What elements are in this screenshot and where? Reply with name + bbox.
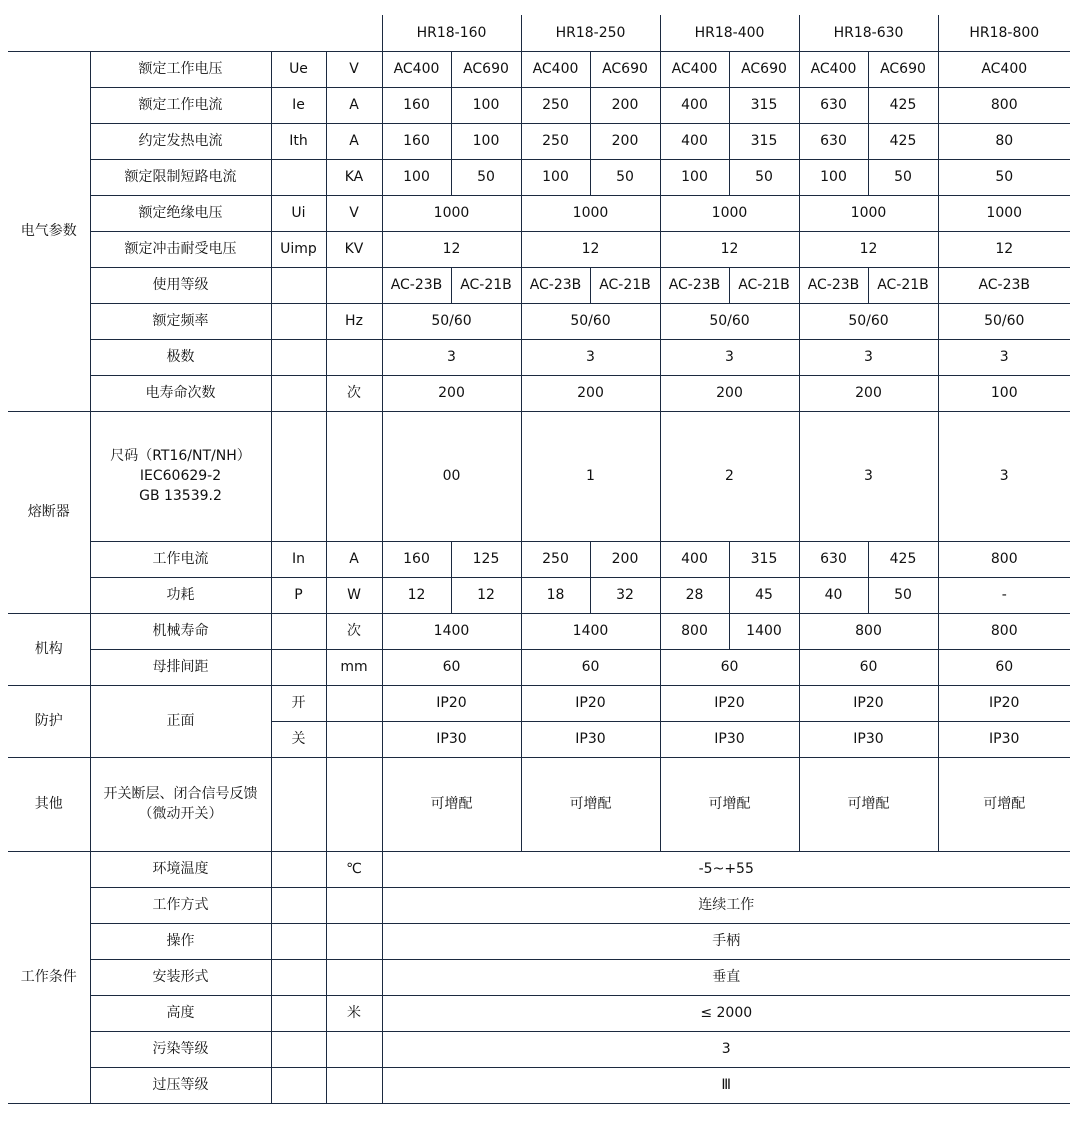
- row-label: 电寿命次数: [90, 375, 271, 411]
- value-cell: 200: [799, 375, 938, 411]
- value-cell: 250: [521, 123, 590, 159]
- model-header: HR18-250: [521, 15, 660, 51]
- value-cell: 50: [868, 577, 938, 613]
- row-unit: 次: [326, 613, 382, 649]
- row-symbol: [271, 923, 326, 959]
- table-row: [8, 887, 1070, 923]
- value-cell: 630: [799, 87, 868, 123]
- value-cell: IP30: [799, 721, 938, 757]
- value-cell: 60: [521, 649, 660, 685]
- value-cell: 50: [729, 159, 799, 195]
- value-cell: 12: [382, 231, 521, 267]
- row-unit: [326, 411, 382, 541]
- value-cell: AC-23B: [938, 267, 1070, 303]
- row-symbol: [271, 959, 326, 995]
- row-symbol: Uimp: [271, 231, 326, 267]
- value-cell: AC-21B: [729, 267, 799, 303]
- value-cell: AC400: [938, 51, 1070, 87]
- value-cell: 可增配: [521, 757, 660, 851]
- value-cell: 425: [868, 87, 938, 123]
- value-cell: 800: [660, 613, 729, 649]
- value-cell: 400: [660, 123, 729, 159]
- row-label: 极数: [90, 339, 271, 375]
- row-symbol: [271, 339, 326, 375]
- row-symbol: [271, 1067, 326, 1103]
- row-symbol: Ie: [271, 87, 326, 123]
- table-row: [8, 1031, 1070, 1067]
- value-cell: IP20: [521, 685, 660, 721]
- row-label: 额定频率: [90, 303, 271, 339]
- value-cell: 1000: [938, 195, 1070, 231]
- value-cell: AC400: [799, 51, 868, 87]
- table-row: [8, 123, 1070, 159]
- value-cell: 连续工作: [382, 887, 1070, 923]
- value-cell: 3: [938, 411, 1070, 541]
- value-cell: 12: [382, 577, 451, 613]
- row-unit: [326, 685, 382, 721]
- value-cell: 1400: [521, 613, 660, 649]
- value-cell: -5~+55: [382, 851, 1070, 887]
- value-cell: 50/60: [521, 303, 660, 339]
- row-unit: 米: [326, 995, 382, 1031]
- value-cell: IP20: [382, 685, 521, 721]
- row-symbol: [271, 1031, 326, 1067]
- value-cell: 12: [660, 231, 799, 267]
- header-rule: [8, 51, 1070, 52]
- value-cell: 3: [382, 339, 521, 375]
- value-cell: 100: [799, 159, 868, 195]
- value-cell: 1000: [382, 195, 521, 231]
- model-header: HR18-800: [938, 15, 1070, 51]
- value-cell: AC690: [590, 51, 660, 87]
- table-row: [8, 87, 1070, 123]
- value-cell: 200: [590, 541, 660, 577]
- group-title: 防护: [8, 685, 90, 757]
- row-unit: KA: [326, 159, 382, 195]
- value-cell: 50: [590, 159, 660, 195]
- row-label: 功耗: [90, 577, 271, 613]
- table-row: [8, 649, 1070, 685]
- value-cell: 32: [590, 577, 660, 613]
- value-cell: AC400: [382, 51, 451, 87]
- row-label: 尺码（RT16/NT/NH） IEC60629-2 GB 13539.2: [90, 411, 271, 541]
- row-symbol: 关: [271, 721, 326, 757]
- table-row: [8, 159, 1070, 195]
- row-label: 开关断层、闭合信号反馈 （微动开关）: [90, 757, 271, 851]
- value-cell: ≤ 2000: [382, 995, 1070, 1031]
- group-title: 工作条件: [8, 851, 90, 1103]
- row-label: 污染等级: [90, 1031, 271, 1067]
- value-cell: 12: [451, 577, 521, 613]
- row-symbol: Ui: [271, 195, 326, 231]
- group-title: 熔断器: [8, 411, 90, 613]
- table-row: [8, 757, 1070, 851]
- row-unit: [326, 757, 382, 851]
- value-cell: 2: [660, 411, 799, 541]
- row-symbol: [271, 375, 326, 411]
- value-cell: 800: [938, 613, 1070, 649]
- table-row: [8, 959, 1070, 995]
- row-symbol: [271, 995, 326, 1031]
- value-cell: 1400: [729, 613, 799, 649]
- value-cell: AC690: [868, 51, 938, 87]
- value-cell: 200: [521, 375, 660, 411]
- model-header: HR18-630: [799, 15, 938, 51]
- table-row: [8, 995, 1070, 1031]
- value-cell: 80: [938, 123, 1070, 159]
- value-cell: 1: [521, 411, 660, 541]
- row-unit: V: [326, 51, 382, 87]
- row-label: 安装形式: [90, 959, 271, 995]
- row-label: 额定冲击耐受电压: [90, 231, 271, 267]
- group-title: 其他: [8, 757, 90, 851]
- value-cell: 3: [938, 339, 1070, 375]
- row-unit: KV: [326, 231, 382, 267]
- row-label: 过压等级: [90, 1067, 271, 1103]
- row-unit: 次: [326, 375, 382, 411]
- value-cell: 200: [590, 87, 660, 123]
- value-cell: 160: [382, 541, 451, 577]
- value-cell: 1000: [660, 195, 799, 231]
- table-row: [8, 375, 1070, 411]
- value-cell: IP30: [660, 721, 799, 757]
- value-cell: 1000: [799, 195, 938, 231]
- table-row: [8, 1067, 1070, 1103]
- row-label: 使用等级: [90, 267, 271, 303]
- value-cell: AC690: [729, 51, 799, 87]
- row-label: 环境温度: [90, 851, 271, 887]
- value-cell: 200: [382, 375, 521, 411]
- value-cell: 400: [660, 541, 729, 577]
- table-row: [8, 541, 1070, 577]
- value-cell: 3: [521, 339, 660, 375]
- row-label: 工作方式: [90, 887, 271, 923]
- row-unit: W: [326, 577, 382, 613]
- value-cell: 100: [451, 87, 521, 123]
- row-label: 约定发热电流: [90, 123, 271, 159]
- model-header: HR18-160: [382, 15, 521, 51]
- value-cell: 630: [799, 123, 868, 159]
- table-row: [8, 613, 1070, 649]
- value-cell: 250: [521, 87, 590, 123]
- value-cell: 800: [938, 87, 1070, 123]
- value-cell: 12: [521, 231, 660, 267]
- row-symbol: [271, 411, 326, 541]
- row-unit: A: [326, 123, 382, 159]
- value-cell: 125: [451, 541, 521, 577]
- row-unit: ℃: [326, 851, 382, 887]
- table-row: [8, 267, 1070, 303]
- row-symbol: [271, 267, 326, 303]
- table-row: [8, 577, 1070, 613]
- row-symbol: Ith: [271, 123, 326, 159]
- value-cell: 12: [938, 231, 1070, 267]
- value-cell: 可增配: [382, 757, 521, 851]
- value-cell: 12: [799, 231, 938, 267]
- value-cell: Ⅲ: [382, 1067, 1070, 1103]
- value-cell: 400: [660, 87, 729, 123]
- row-symbol: [271, 851, 326, 887]
- value-cell: 垂直: [382, 959, 1070, 995]
- table-row: [8, 51, 1070, 87]
- value-cell: IP20: [938, 685, 1070, 721]
- value-cell: 50: [451, 159, 521, 195]
- value-cell: 425: [868, 123, 938, 159]
- value-cell: AC400: [660, 51, 729, 87]
- row-label: 工作电流: [90, 541, 271, 577]
- value-cell: 100: [521, 159, 590, 195]
- table-bottom-rule: [8, 1103, 1070, 1104]
- row-symbol: 开: [271, 685, 326, 721]
- row-unit: mm: [326, 649, 382, 685]
- table-row: [8, 231, 1070, 267]
- spec-table: [8, 15, 1070, 1103]
- row-symbol: [271, 649, 326, 685]
- row-unit: A: [326, 87, 382, 123]
- value-cell: IP30: [382, 721, 521, 757]
- row-symbol: [271, 303, 326, 339]
- table-row: [8, 851, 1070, 887]
- value-cell: AC-21B: [590, 267, 660, 303]
- value-cell: 手柄: [382, 923, 1070, 959]
- row-symbol: [271, 159, 326, 195]
- value-cell: 可增配: [938, 757, 1070, 851]
- value-cell: AC-23B: [382, 267, 451, 303]
- table-row: [8, 685, 1070, 721]
- value-cell: 3: [799, 339, 938, 375]
- value-cell: 1400: [382, 613, 521, 649]
- row-unit: [326, 1031, 382, 1067]
- row-label: 额定绝缘电压: [90, 195, 271, 231]
- table-row: [8, 195, 1070, 231]
- value-cell: IP30: [938, 721, 1070, 757]
- table-row: [8, 923, 1070, 959]
- row-unit: [326, 959, 382, 995]
- value-cell: 可增配: [660, 757, 799, 851]
- value-cell: 50/60: [799, 303, 938, 339]
- value-cell: 50/60: [660, 303, 799, 339]
- row-symbol: Ue: [271, 51, 326, 87]
- row-label: 正面: [90, 685, 271, 757]
- value-cell: AC-21B: [451, 267, 521, 303]
- value-cell: 3: [799, 411, 938, 541]
- value-cell: IP20: [660, 685, 799, 721]
- value-cell: 60: [382, 649, 521, 685]
- value-cell: 3: [660, 339, 799, 375]
- row-unit: A: [326, 541, 382, 577]
- row-symbol: P: [271, 577, 326, 613]
- value-cell: -: [938, 577, 1070, 613]
- row-label: 额定工作电压: [90, 51, 271, 87]
- value-cell: 315: [729, 541, 799, 577]
- value-cell: 50/60: [938, 303, 1070, 339]
- table-row: [8, 303, 1070, 339]
- group-title: 机构: [8, 613, 90, 685]
- table-row: [8, 411, 1070, 541]
- value-cell: 425: [868, 541, 938, 577]
- value-cell: 160: [382, 123, 451, 159]
- row-unit: [326, 1067, 382, 1103]
- value-cell: AC-23B: [799, 267, 868, 303]
- value-cell: 50: [868, 159, 938, 195]
- row-unit: [326, 721, 382, 757]
- value-cell: AC-23B: [521, 267, 590, 303]
- row-unit: Hz: [326, 303, 382, 339]
- value-cell: 3: [382, 1031, 1070, 1067]
- row-unit: V: [326, 195, 382, 231]
- group-title: 电气参数: [8, 51, 90, 411]
- row-unit: [326, 339, 382, 375]
- row-symbol: [271, 613, 326, 649]
- row-symbol: [271, 757, 326, 851]
- value-cell: 可增配: [799, 757, 938, 851]
- row-unit: [326, 887, 382, 923]
- value-cell: 60: [938, 649, 1070, 685]
- value-cell: 50: [938, 159, 1070, 195]
- value-cell: IP30: [521, 721, 660, 757]
- value-cell: 315: [729, 87, 799, 123]
- value-cell: 800: [799, 613, 938, 649]
- value-cell: IP20: [799, 685, 938, 721]
- value-cell: AC400: [521, 51, 590, 87]
- value-cell: 800: [938, 541, 1070, 577]
- model-header: HR18-400: [660, 15, 799, 51]
- value-cell: AC-21B: [868, 267, 938, 303]
- value-cell: 630: [799, 541, 868, 577]
- value-cell: 00: [382, 411, 521, 541]
- value-cell: 160: [382, 87, 451, 123]
- value-cell: 50/60: [382, 303, 521, 339]
- value-cell: 100: [660, 159, 729, 195]
- value-cell: 1000: [521, 195, 660, 231]
- value-cell: 100: [938, 375, 1070, 411]
- row-label: 额定限制短路电流: [90, 159, 271, 195]
- row-symbol: [271, 887, 326, 923]
- value-cell: 315: [729, 123, 799, 159]
- row-unit: [326, 267, 382, 303]
- value-cell: 200: [660, 375, 799, 411]
- value-cell: 60: [660, 649, 799, 685]
- row-unit: [326, 923, 382, 959]
- header-corner: [8, 15, 382, 51]
- table-row: [8, 339, 1070, 375]
- value-cell: 18: [521, 577, 590, 613]
- value-cell: 45: [729, 577, 799, 613]
- value-cell: AC-23B: [660, 267, 729, 303]
- value-cell: 200: [590, 123, 660, 159]
- value-cell: 100: [451, 123, 521, 159]
- value-cell: 60: [799, 649, 938, 685]
- row-label: 操作: [90, 923, 271, 959]
- row-label: 机械寿命: [90, 613, 271, 649]
- value-cell: AC690: [451, 51, 521, 87]
- row-label: 额定工作电流: [90, 87, 271, 123]
- row-symbol: In: [271, 541, 326, 577]
- row-label: 母排间距: [90, 649, 271, 685]
- row-label: 高度: [90, 995, 271, 1031]
- value-cell: 40: [799, 577, 868, 613]
- value-cell: 28: [660, 577, 729, 613]
- value-cell: 250: [521, 541, 590, 577]
- value-cell: 100: [382, 159, 451, 195]
